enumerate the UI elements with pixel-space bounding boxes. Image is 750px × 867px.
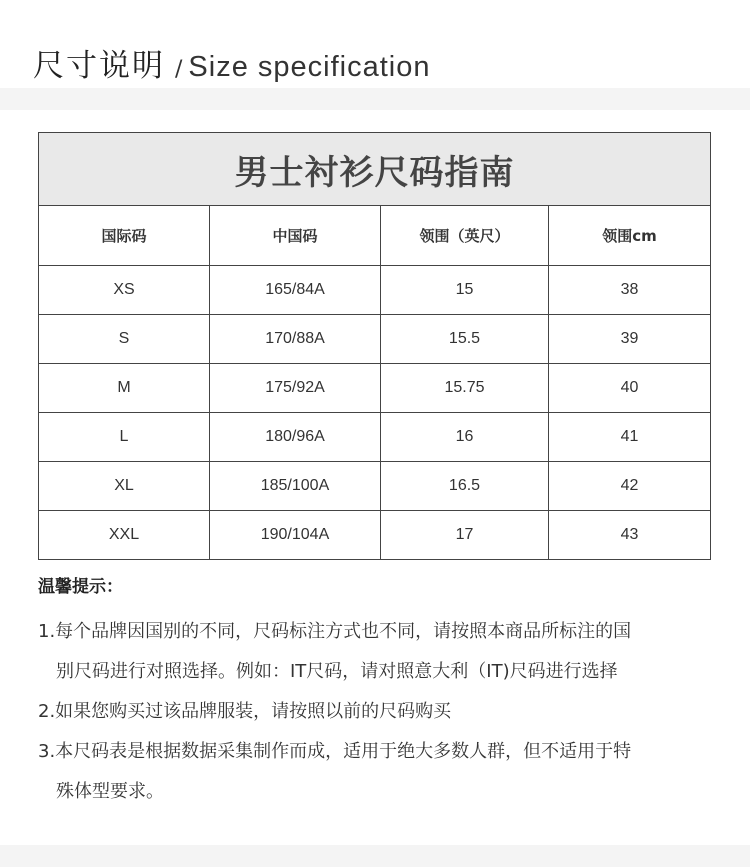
table-row	[39, 364, 711, 413]
column-header: 中国码	[210, 206, 381, 266]
table-cell: 17	[381, 511, 549, 560]
table-cell: 175/92A	[210, 364, 381, 413]
table-cell: XS	[39, 266, 210, 315]
tip-item	[38, 612, 718, 692]
tip-item	[38, 732, 718, 812]
table-cell: 185/100A	[210, 462, 381, 511]
table-cell: 38	[549, 266, 711, 315]
table-cell: XL	[39, 462, 210, 511]
table-row	[39, 511, 711, 560]
tip-line: 3.本尺码表是根据数据采集制作而成，适用于绝大多数人群，但不适用于特	[38, 741, 632, 762]
tip-item	[38, 692, 718, 732]
table-title: 男士衬衫尺码指南	[39, 133, 711, 206]
tip-line: 殊体型要求。	[56, 781, 164, 802]
table-cell: 41	[549, 413, 711, 462]
table-row	[39, 266, 711, 315]
table-header-row	[39, 206, 711, 266]
table-cell: S	[39, 315, 210, 364]
page-title-en: Size specification	[188, 51, 431, 83]
table-cell: M	[39, 364, 210, 413]
column-header: 领围cm	[549, 206, 711, 266]
table-cell: 15.75	[381, 364, 549, 413]
table-row	[39, 462, 711, 511]
table-cell: 165/84A	[210, 266, 381, 315]
table-cell: 16	[381, 413, 549, 462]
page-title-cn: 尺寸说明	[33, 48, 165, 84]
table-cell: 180/96A	[210, 413, 381, 462]
table-cell: 42	[549, 462, 711, 511]
table-cell: L	[39, 413, 210, 462]
footer-band	[0, 845, 750, 867]
table-cell: 15	[381, 266, 549, 315]
table-row	[39, 413, 711, 462]
divider-band	[0, 88, 750, 110]
page-title	[33, 40, 430, 90]
tip-line: 1.每个品牌因国别的不同，尺码标注方式也不同，请按照本商品所标注的国	[38, 621, 632, 642]
tip-line: 2.如果您购买过该品牌服装，请按照以前的尺码购买	[38, 701, 452, 722]
tip-line: 别尺码进行对照选择。例如：IT尺码，请对照意大利（IT)尺码进行选择	[56, 661, 618, 682]
table-cell: 190/104A	[210, 511, 381, 560]
column-header: 领围（英尺）	[381, 206, 549, 266]
column-header: 国际码	[39, 206, 210, 266]
table-cell: 170/88A	[210, 315, 381, 364]
table-row	[39, 315, 711, 364]
tips-title: 温馨提示：	[38, 577, 123, 597]
table-cell: 39	[549, 315, 711, 364]
tips-section	[38, 572, 718, 812]
table-cell: 40	[549, 364, 711, 413]
table-cell: XXL	[39, 511, 210, 560]
size-table	[38, 132, 711, 560]
title-separator: /	[175, 57, 183, 82]
table-cell: 15.5	[381, 315, 549, 364]
table-cell: 16.5	[381, 462, 549, 511]
table-cell: 43	[549, 511, 711, 560]
